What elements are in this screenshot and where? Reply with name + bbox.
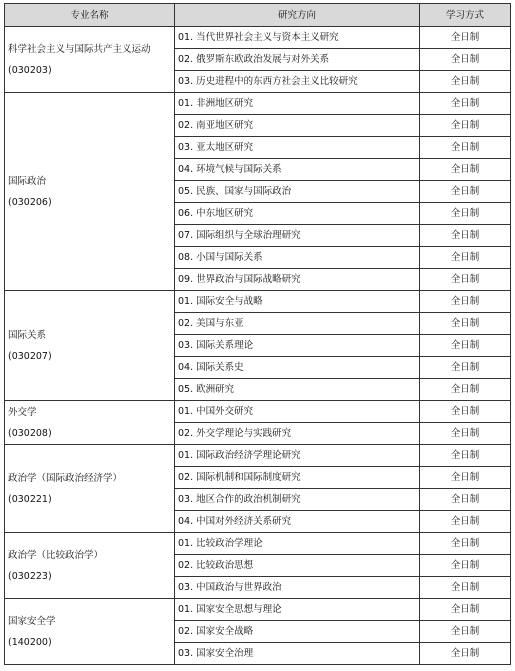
mode-cell: 全日制 bbox=[420, 93, 511, 115]
direction-cell: 01. 当代世界社会主义与资本主义研究 bbox=[175, 27, 420, 49]
direction-cell: 01. 国家安全思想与理论 bbox=[175, 599, 420, 621]
table-row bbox=[5, 401, 511, 423]
major-cell bbox=[5, 401, 175, 445]
mode-cell: 全日制 bbox=[420, 379, 511, 401]
mode-cell: 全日制 bbox=[420, 181, 511, 203]
major-code: (140200) bbox=[8, 636, 52, 648]
table-row bbox=[5, 533, 511, 555]
mode-cell: 全日制 bbox=[420, 599, 511, 621]
header-direction: 研究方向 bbox=[175, 4, 420, 27]
mode-cell: 全日制 bbox=[420, 555, 511, 577]
mode-cell: 全日制 bbox=[420, 511, 511, 533]
major-name: 国际政治 bbox=[8, 175, 47, 187]
major-code: (030207) bbox=[8, 350, 52, 362]
mode-cell: 全日制 bbox=[420, 577, 511, 599]
major-cell bbox=[5, 445, 175, 533]
direction-cell: 02. 俄罗斯东欧政治发展与对外关系 bbox=[175, 49, 420, 71]
direction-cell: 02. 美国与东亚 bbox=[175, 313, 420, 335]
direction-cell: 04. 国际关系史 bbox=[175, 357, 420, 379]
mode-cell: 全日制 bbox=[420, 159, 511, 181]
program-table bbox=[4, 3, 511, 665]
direction-cell: 01. 非洲地区研究 bbox=[175, 93, 420, 115]
direction-cell: 03. 中国政治与世界政治 bbox=[175, 577, 420, 599]
mode-cell: 全日制 bbox=[420, 357, 511, 379]
direction-cell: 02. 比较政治思想 bbox=[175, 555, 420, 577]
mode-cell: 全日制 bbox=[420, 621, 511, 643]
direction-cell: 09. 世界政治与国际战略研究 bbox=[175, 269, 420, 291]
direction-cell: 01. 中国外交研究 bbox=[175, 401, 420, 423]
mode-cell: 全日制 bbox=[420, 115, 511, 137]
mode-cell: 全日制 bbox=[420, 27, 511, 49]
major-name: 国际关系 bbox=[8, 329, 47, 341]
direction-cell: 08. 小国与国际关系 bbox=[175, 247, 420, 269]
direction-cell: 02. 国际机制和国际制度研究 bbox=[175, 467, 420, 489]
major-cell bbox=[5, 599, 175, 665]
direction-cell: 06. 中东地区研究 bbox=[175, 203, 420, 225]
major-code: (030203) bbox=[8, 64, 52, 76]
mode-cell: 全日制 bbox=[420, 247, 511, 269]
mode-cell: 全日制 bbox=[420, 71, 511, 93]
major-code: (030206) bbox=[8, 196, 52, 208]
direction-cell: 02. 外交学理论与实践研究 bbox=[175, 423, 420, 445]
major-name: 外交学 bbox=[8, 406, 37, 418]
major-name: 政治学（国际政治经济学） bbox=[8, 472, 123, 484]
table-row bbox=[5, 291, 511, 313]
mode-cell: 全日制 bbox=[420, 401, 511, 423]
direction-cell: 04. 中国对外经济关系研究 bbox=[175, 511, 420, 533]
table-row bbox=[5, 445, 511, 467]
direction-cell: 01. 比较政治学理论 bbox=[175, 533, 420, 555]
major-name: 国家安全学 bbox=[8, 615, 56, 627]
header-major: 专业名称 bbox=[5, 4, 175, 27]
mode-cell: 全日制 bbox=[420, 445, 511, 467]
direction-cell: 03. 亚太地区研究 bbox=[175, 137, 420, 159]
mode-cell: 全日制 bbox=[420, 423, 511, 445]
mode-cell: 全日制 bbox=[420, 335, 511, 357]
table-body bbox=[5, 27, 511, 665]
direction-cell: 04. 环境气候与国际关系 bbox=[175, 159, 420, 181]
mode-cell: 全日制 bbox=[420, 269, 511, 291]
mode-cell: 全日制 bbox=[420, 533, 511, 555]
mode-cell: 全日制 bbox=[420, 467, 511, 489]
direction-cell: 01. 国际安全与战略 bbox=[175, 291, 420, 313]
direction-cell: 03. 国家安全治理 bbox=[175, 643, 420, 665]
major-name: 科学社会主义与国际共产主义运动 bbox=[8, 43, 151, 55]
mode-cell: 全日制 bbox=[420, 225, 511, 247]
mode-cell: 全日制 bbox=[420, 643, 511, 665]
table-header-row bbox=[5, 4, 511, 27]
direction-cell: 03. 历史进程中的东西方社会主义比较研究 bbox=[175, 71, 420, 93]
major-code: (030223) bbox=[8, 570, 52, 582]
major-code: (030221) bbox=[8, 493, 52, 505]
direction-cell: 03. 国际关系理论 bbox=[175, 335, 420, 357]
mode-cell: 全日制 bbox=[420, 313, 511, 335]
table-row bbox=[5, 599, 511, 621]
table-row bbox=[5, 27, 511, 49]
direction-cell: 05. 民族、国家与国际政治 bbox=[175, 181, 420, 203]
direction-cell: 01. 国际政治经济学理论研究 bbox=[175, 445, 420, 467]
direction-cell: 07. 国际组织与全球治理研究 bbox=[175, 225, 420, 247]
major-code: (030208) bbox=[8, 427, 52, 439]
major-cell bbox=[5, 533, 175, 599]
mode-cell: 全日制 bbox=[420, 203, 511, 225]
mode-cell: 全日制 bbox=[420, 489, 511, 511]
major-cell bbox=[5, 27, 175, 93]
mode-cell: 全日制 bbox=[420, 291, 511, 313]
direction-cell: 02. 国家安全战略 bbox=[175, 621, 420, 643]
direction-cell: 02. 南亚地区研究 bbox=[175, 115, 420, 137]
direction-cell: 03. 地区合作的政治机制研究 bbox=[175, 489, 420, 511]
major-cell bbox=[5, 93, 175, 291]
major-cell bbox=[5, 291, 175, 401]
direction-cell: 05. 欧洲研究 bbox=[175, 379, 420, 401]
table-row bbox=[5, 93, 511, 115]
mode-cell: 全日制 bbox=[420, 137, 511, 159]
major-name: 政治学（比较政治学） bbox=[8, 549, 104, 561]
mode-cell: 全日制 bbox=[420, 49, 511, 71]
header-mode: 学习方式 bbox=[420, 4, 511, 27]
